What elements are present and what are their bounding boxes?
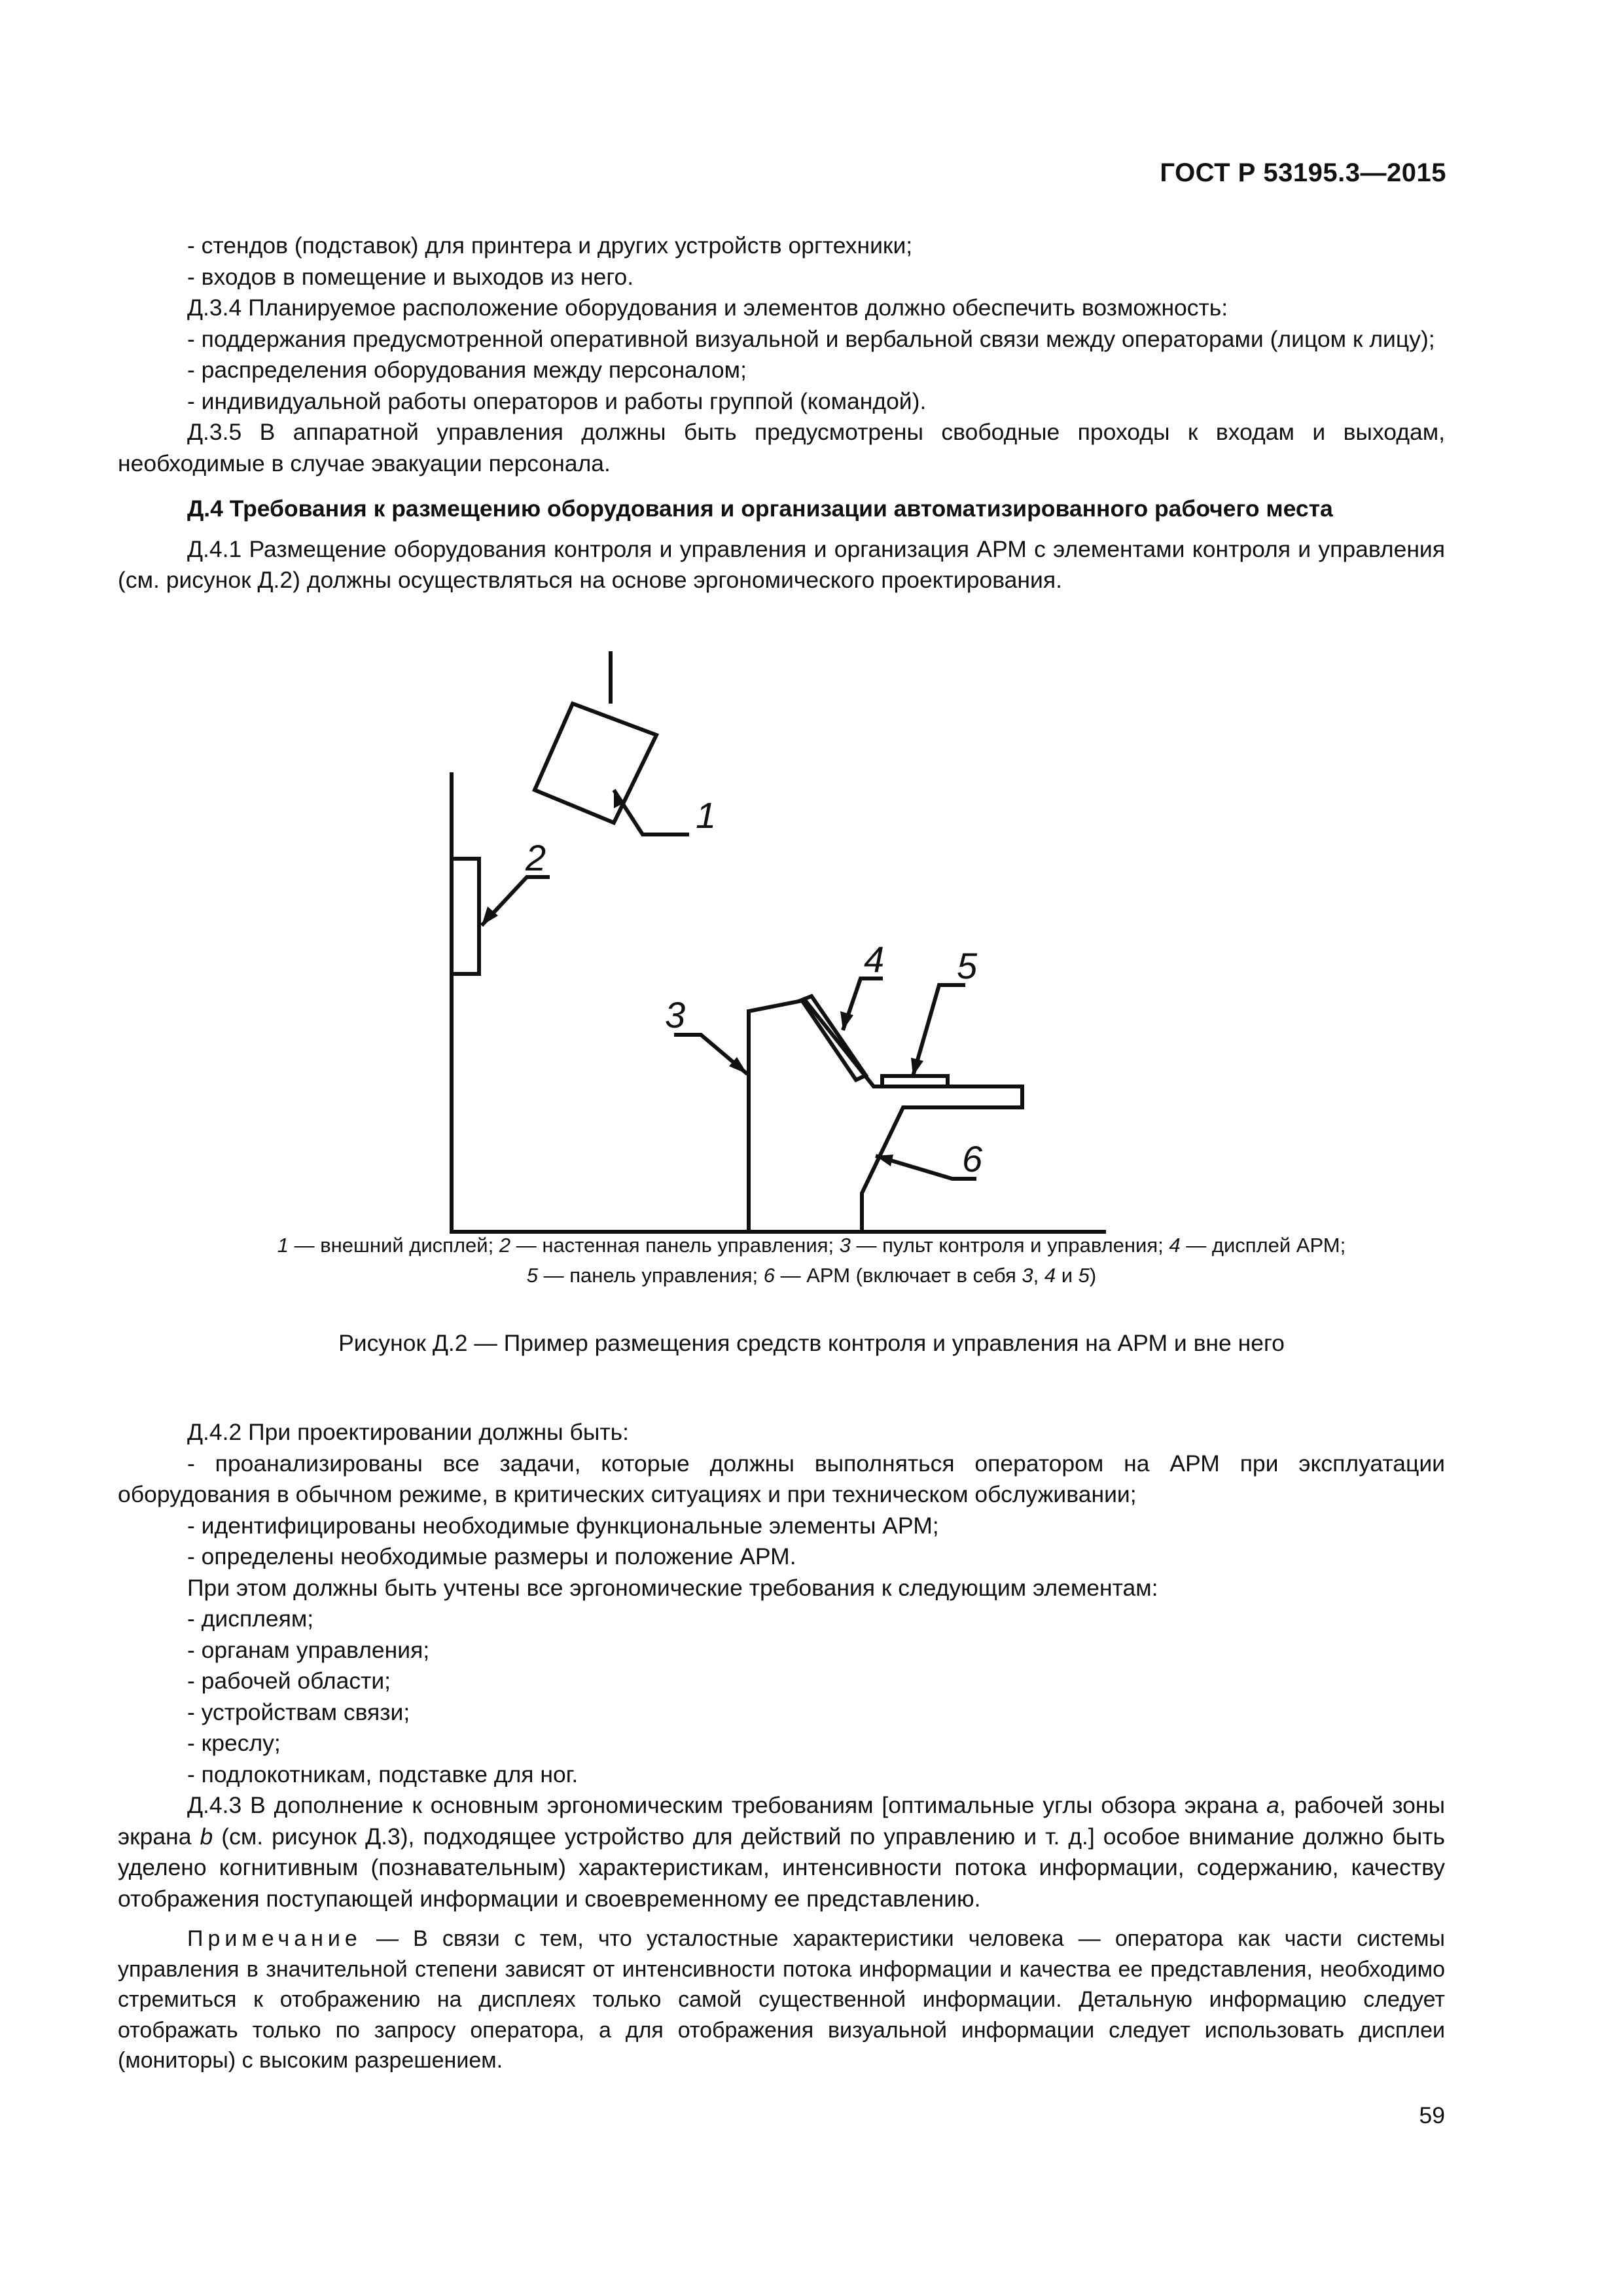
figure-title: Рисунок Д.2 — Пример размещения средств контроля и управления на АРМ и вне него: [338, 1330, 1285, 1356]
wall-control-panel: [452, 859, 479, 974]
arrowhead-5: [911, 1058, 923, 1076]
leader-4: [843, 978, 883, 1030]
paragraph: При этом должны быть учтены все эргономические требования к следующим элементам:: [187, 1574, 1158, 1601]
legend-text: — пульт контроля и управления;: [850, 1234, 1169, 1257]
text-block-top: [118, 230, 1445, 596]
wall-floor-outline: [452, 772, 1106, 1232]
clause-d41: Д.4.1 Размещение оборудования контроля и управления и организация АРМ с элементами контроля и управления (см. рисунок Д.2) должны осуществляться на основе эргономического проектирования.: [118, 535, 1445, 593]
note-label: Примечание: [187, 1926, 362, 1951]
legend-number: 5: [1078, 1264, 1090, 1287]
external-display: [535, 704, 656, 823]
list-item: - поддержания предусмотренной оперативной визуальной и вербальной связи между операторами (лицом к лицу);: [187, 325, 1435, 352]
list-item: - проанализированы все задачи, которые должны выполняться оператором на АРМ при эксплуатации оборудования в обычном режиме, в критических ситуациях и при техническом обслуживании;: [118, 1450, 1445, 1507]
legend-line-1: [118, 1230, 1505, 1261]
figure-label-1: 1: [696, 795, 717, 836]
figure-label-2: 2: [526, 837, 546, 878]
text-block-bottom: [118, 1417, 1445, 2076]
figure-d2: [0, 628, 1623, 1257]
clause-d35: Д.3.5 В аппаратной управления должны быть предусмотрены свободные проходы к входам и выходам, необходимые в случае эвакуации персонала.: [118, 419, 1445, 476]
legend-number: 3: [839, 1234, 851, 1257]
list-item: - устройствам связи;: [187, 1698, 410, 1725]
list-item: - органам управления;: [187, 1636, 430, 1663]
legend-text: ,: [1033, 1264, 1044, 1287]
figure-legend: [118, 1230, 1505, 1291]
legend-number: 3: [1022, 1264, 1033, 1287]
note-text: — В связи с тем, что усталостные характеристики человека — оператора как части системы управления в значительной степени зависят от интенсивности потока информации и качества ее представления, необходимо стремиться к отображению на дисплеях только самой существенной информации. Детальную информацию следует отображать только по запросу оператора, а для отображения визуальной информации следует использовать дисплеи (мониторы) с высоким разрешением.: [118, 1926, 1445, 2073]
list-item: - входов в помещение и выходов из него.: [187, 263, 634, 290]
legend-number: 4: [1044, 1264, 1056, 1287]
legend-number: 6: [763, 1264, 775, 1287]
figure-label-3: 3: [665, 994, 686, 1035]
legend-line-2: [118, 1261, 1505, 1291]
legend-text: ): [1089, 1264, 1097, 1287]
figure-label-6: 6: [962, 1138, 983, 1179]
standard-designation: ГОСТ Р 53195.3—2015: [1160, 158, 1446, 187]
list-item: - стендов (подставок) для принтера и других устройств оргтехники;: [187, 232, 913, 259]
legend-text: и: [1056, 1264, 1079, 1287]
list-item: - идентифицированы необходимые функциональные элементы АРМ;: [187, 1512, 939, 1539]
figure-label-5: 5: [957, 945, 978, 986]
legend-text: — АРМ (включает в себя: [775, 1264, 1022, 1287]
clause-d43-text: (см. рисунок Д.3), подходящее устройство для действий по управлению и т. д.] особое внимание должно быть уделено когнитивным (познавательным) характеристикам, интенсивности потока информации, содержанию, качеству отображения поступающей информации и своевременному ее представлению.: [118, 1823, 1446, 1912]
legend-number: 5: [526, 1264, 538, 1287]
list-item: - рабочей области;: [187, 1668, 391, 1694]
list-item: - индивидуальной работы операторов и работы группой (командой).: [187, 387, 927, 414]
list-item: - креслу;: [187, 1730, 281, 1756]
legend-text: — настенная панель управления;: [510, 1234, 840, 1257]
legend-text: — панель управления;: [538, 1264, 764, 1287]
list-item: - дисплеям;: [187, 1605, 314, 1632]
workstation-diagram: [0, 628, 1623, 1257]
legend-number: 1: [277, 1234, 289, 1257]
legend-number: 4: [1169, 1234, 1181, 1257]
list-item: - распределения оборудования между персоналом;: [187, 357, 747, 383]
section-heading-d4: Д.4 Требования к размещению оборудования и организации автоматизированного рабочего места: [187, 495, 1333, 522]
figure-label-4: 4: [864, 939, 885, 980]
page-number: 59: [1419, 2102, 1445, 2128]
list-item: - подлокотникам, подставке для ног.: [187, 1761, 579, 1787]
list-item: - определены необходимые размеры и положение АРМ.: [187, 1543, 796, 1570]
var-a: a: [1266, 1792, 1279, 1818]
legend-text: — дисплей АРМ;: [1180, 1234, 1346, 1257]
clause-d43-text: , рабочей зоны экрана: [118, 1792, 1445, 1850]
clause-d43: [118, 1790, 1445, 1914]
control-console: [749, 1000, 1022, 1232]
legend-text: — внешний дисплей;: [288, 1234, 499, 1257]
desk-control-panel: [882, 1076, 948, 1086]
clause-d34: Д.3.4 Планируемое расположение оборудования и элементов должно обеспечить возможность:: [187, 295, 1228, 321]
clause-d42: Д.4.2 При проектировании должны быть:: [187, 1419, 629, 1445]
note: [118, 1924, 1445, 2076]
legend-number: 2: [499, 1234, 511, 1257]
var-b: b: [200, 1823, 213, 1850]
clause-d43-text: Д.4.3 В дополнение к основным эргономическим требованиям [оптимальные углы обзора экрана: [187, 1792, 1267, 1818]
